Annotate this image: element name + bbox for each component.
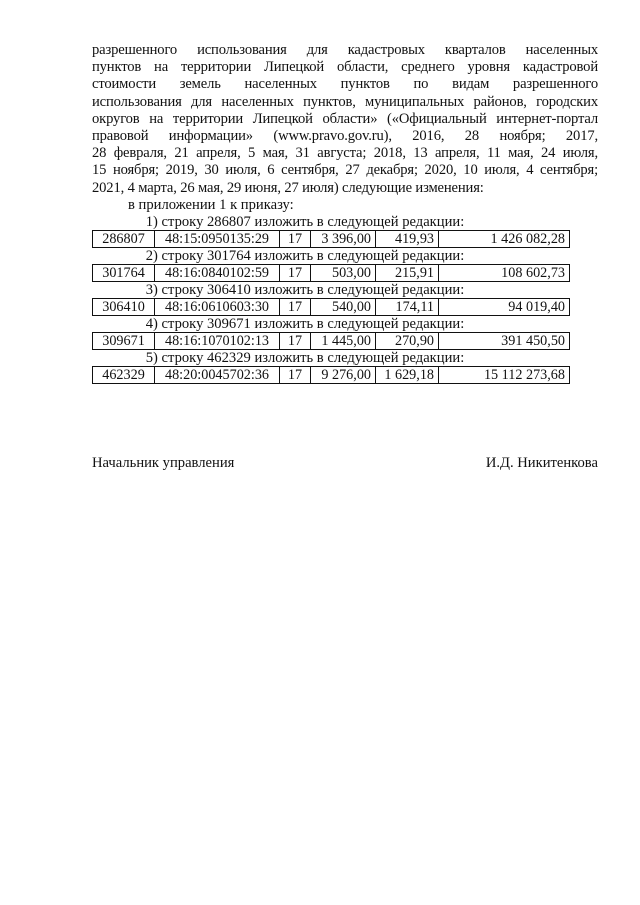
appendix-intro: в приложении 1 к приказу: bbox=[128, 196, 294, 213]
paragraph-line: использования для населенных пунктов, муниципальных районов, городских bbox=[92, 93, 598, 110]
table-row bbox=[93, 231, 570, 248]
specific-value-cell: 270,90 bbox=[376, 333, 439, 350]
cadastral-value-cell: 108 602,73 bbox=[439, 265, 570, 282]
specific-value-cell: 1 629,18 bbox=[376, 367, 439, 384]
cadastral-number-cell: 48:16:0610603:30 bbox=[155, 299, 280, 316]
amendment-caption: 5) строку 462329 изложить в следующей редакции: bbox=[145, 350, 465, 367]
row-number-cell: 306410 bbox=[93, 299, 155, 316]
amendment-row-table bbox=[92, 264, 570, 282]
amendment-row-table bbox=[92, 298, 570, 316]
cadastral-number-cell: 48:20:0045702:36 bbox=[155, 367, 280, 384]
amendment-row-table bbox=[92, 332, 570, 350]
main-paragraph bbox=[92, 42, 598, 197]
area-cell: 540,00 bbox=[311, 299, 376, 316]
area-cell: 3 396,00 bbox=[311, 231, 376, 248]
amendment-caption: 4) строку 309671 изложить в следующей редакции: bbox=[145, 316, 465, 333]
area-cell: 503,00 bbox=[311, 265, 376, 282]
row-number-cell: 462329 bbox=[93, 367, 155, 384]
amendment-row-table bbox=[92, 366, 570, 384]
area-cell: 1 445,00 bbox=[311, 333, 376, 350]
use-code-cell: 17 bbox=[280, 265, 311, 282]
cadastral-value-cell: 1 426 082,28 bbox=[439, 231, 570, 248]
signature-block bbox=[92, 455, 598, 472]
row-number-cell: 286807 bbox=[93, 231, 155, 248]
paragraph-line: стоимости земель населенных пунктов по видам разрешенного bbox=[92, 76, 598, 93]
area-cell: 9 276,00 bbox=[311, 367, 376, 384]
table-row bbox=[93, 333, 570, 350]
paragraph-line: округов на территории Липецкой области» («Официальный интернет-портал bbox=[92, 110, 598, 127]
document-body bbox=[92, 42, 598, 384]
row-number-cell: 301764 bbox=[93, 265, 155, 282]
table-row bbox=[93, 299, 570, 316]
use-code-cell: 17 bbox=[280, 367, 311, 384]
amendment-caption: 1) строку 286807 изложить в следующей редакции: bbox=[145, 214, 465, 231]
paragraph-line: 2021, 4 марта, 26 мая, 29 июня, 27 июля) следующие изменения: bbox=[92, 179, 484, 196]
paragraph-line: 15 ноября; 2019, 30 июля, 6 сентября, 27 декабря; 2020, 10 июля, 4 сентября; bbox=[92, 162, 598, 179]
cadastral-value-cell: 391 450,50 bbox=[439, 333, 570, 350]
signatory-position: Начальник управления bbox=[92, 455, 235, 471]
cadastral-value-cell: 15 112 273,68 bbox=[439, 367, 570, 384]
cadastral-number-cell: 48:15:0950135:29 bbox=[155, 231, 280, 248]
use-code-cell: 17 bbox=[280, 333, 311, 350]
signatory-name: И.Д. Никитенкова bbox=[485, 455, 598, 471]
amendment-row-table bbox=[92, 230, 570, 248]
cadastral-value-cell: 94 019,40 bbox=[439, 299, 570, 316]
use-code-cell: 17 bbox=[280, 231, 311, 248]
table-row bbox=[93, 367, 570, 384]
cadastral-number-cell: 48:16:0840102:59 bbox=[155, 265, 280, 282]
specific-value-cell: 215,91 bbox=[376, 265, 439, 282]
paragraph-line: 28 февраля, 21 апреля, 5 мая, 31 августа; 2018, 13 апреля, 11 мая, 24 июля, bbox=[92, 145, 598, 162]
table-row bbox=[93, 265, 570, 282]
specific-value-cell: 419,93 bbox=[376, 231, 439, 248]
cadastral-number-cell: 48:16:1070102:13 bbox=[155, 333, 280, 350]
use-code-cell: 17 bbox=[280, 299, 311, 316]
row-number-cell: 309671 bbox=[93, 333, 155, 350]
specific-value-cell: 174,11 bbox=[376, 299, 439, 316]
paragraph-line: разрешенного использования для кадастровых кварталов населенных bbox=[92, 42, 598, 58]
amendment-caption: 3) строку 306410 изложить в следующей редакции: bbox=[145, 282, 465, 299]
paragraph-line: пунктов на территории Липецкой области, среднего уровня кадастровой bbox=[92, 59, 598, 76]
paragraph-line: правовой информации» (www.pravo.gov.ru), 2016, 28 ноября; 2017, bbox=[92, 128, 598, 145]
amendment-caption: 2) строку 301764 изложить в следующей редакции: bbox=[145, 248, 465, 265]
